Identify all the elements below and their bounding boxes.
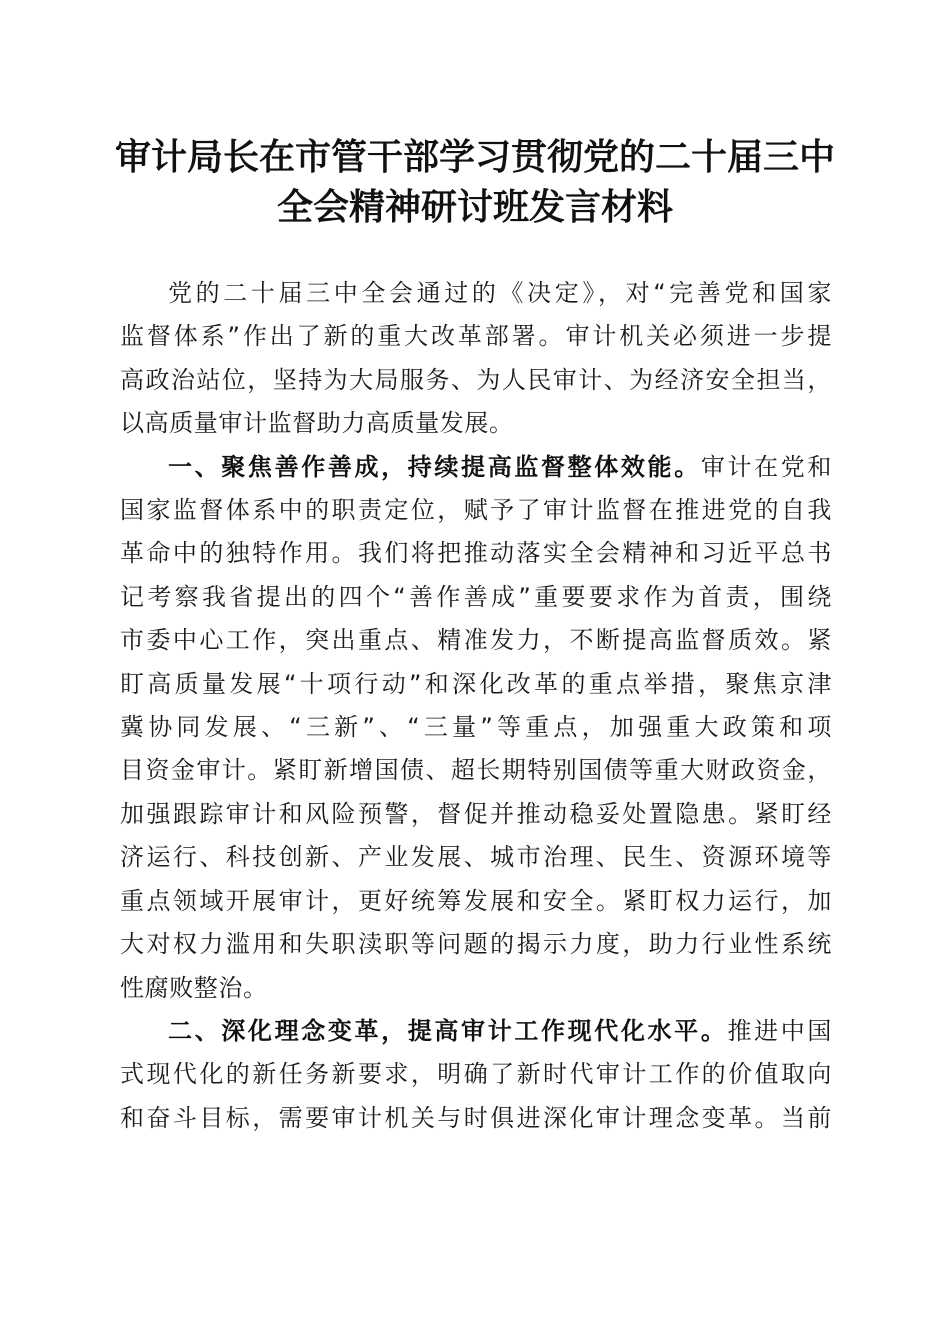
paragraph-line: 党的二十届三中全会通过的《决定》，对“完善党和国家 bbox=[168, 279, 832, 307]
paragraph-first-line bbox=[120, 446, 832, 489]
paragraph-line: 高政治站位，坚持为大局服务、为人民审计、为经济安全担当， bbox=[120, 365, 832, 394]
paragraph-first-line bbox=[120, 1010, 832, 1053]
paragraph-line: 重点领域开展审计，更好统筹发展和安全。紧盯权力运行，加 bbox=[120, 886, 832, 915]
document-body bbox=[120, 272, 832, 1140]
section-two-paragraph bbox=[120, 1010, 832, 1140]
document-title bbox=[100, 132, 850, 232]
intro-paragraph bbox=[120, 272, 832, 446]
paragraph-text: 审计在党和 bbox=[700, 452, 833, 481]
paragraph-line: 市委中心工作，突出重点、精准发力，不断提高监督质效。紧 bbox=[120, 626, 832, 655]
paragraph-line: 式现代化的新任务新要求，明确了新时代审计工作的价值取向 bbox=[120, 1060, 832, 1089]
paragraph-line: 冀协同发展、“三新”、“三量”等重点，加强重大政策和项 bbox=[120, 713, 832, 742]
section-two-heading: 二、深化理念变革，提高审计工作现代化水平。 bbox=[168, 1016, 728, 1045]
section-one-paragraph bbox=[120, 446, 832, 1010]
title-line-2: 全会精神研讨班发言材料 bbox=[276, 186, 673, 228]
paragraph-line: 目资金审计。紧盯新增国债、超长期特别国债等重大财政资金， bbox=[120, 756, 832, 785]
paragraph-line: 济运行、科技创新、产业发展、城市治理、民生、资源环境等 bbox=[120, 843, 832, 872]
section-one-heading: 一、聚焦善作善成，持续提高监督整体效能。 bbox=[168, 452, 701, 481]
paragraph-line: 和奋斗目标，需要审计机关与时俱进深化审计理念变革。当前 bbox=[120, 1103, 832, 1132]
paragraph-line: 监督体系”作出了新的重大改革部署。审计机关必须进一步提 bbox=[120, 322, 832, 351]
paragraph-line: 性腐败整治。 bbox=[120, 973, 268, 1002]
paragraph-line: 加强跟踪审计和风险预警，督促并推动稳妥处置隐患。紧盯经 bbox=[120, 799, 832, 828]
title-line-1: 审计局长在市管干部学习贯彻党的二十届三中 bbox=[114, 136, 835, 178]
paragraph-line: 大对权力滥用和失职渎职等问题的揭示力度，助力行业性系统 bbox=[120, 930, 832, 959]
paragraph-line: 以高质量审计监督助力高质量发展。 bbox=[120, 409, 514, 438]
paragraph-text: 推进中国 bbox=[727, 1016, 832, 1045]
paragraph-line: 记考察我省提出的四个“善作善成”重要要求作为首责，围绕 bbox=[120, 582, 832, 611]
paragraph-line: 盯高质量发展“十项行动”和深化改革的重点举措，聚焦京津 bbox=[120, 669, 832, 698]
paragraph-line: 革命中的独特作用。我们将把推动落实全会精神和习近平总书 bbox=[120, 539, 832, 568]
paragraph-line: 国家监督体系中的职责定位，赋予了审计监督在推进党的自我 bbox=[120, 496, 832, 525]
